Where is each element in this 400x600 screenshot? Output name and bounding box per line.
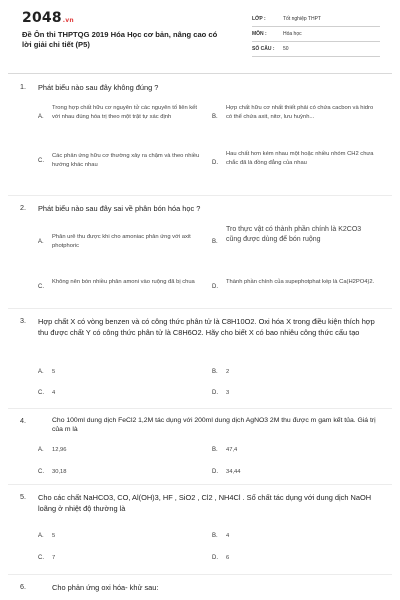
option-letter: B. [212,533,218,539]
logo-text: 2048 [22,10,62,26]
option-text: 34,44 [226,469,241,475]
option-text: Tro thực vật có thành phần chính là K2CO3 cũng được dùng để bón ruộng [226,226,362,243]
option-letter: D. [212,469,218,475]
meta-count [252,44,380,57]
option-letter: C. [38,390,44,396]
option-text: 5 [52,369,56,375]
question-text: Cho 100ml dung dịch FeCl2 1,2M tác dụng với 200ml dung dịch AgNO3 2M thu được m gam kết tủa. Giá trị của m là [52,417,376,433]
question-number: 5. [20,492,26,501]
option-letter: B. [212,239,218,245]
question-number: 2. [20,203,26,212]
option-letter: B. [212,369,218,375]
option-text: Trong hợp chất hữu cơ nguyên tử các nguyên tố liên kết với nhau đúng hóa trị theo một trật tự xác định [52,105,198,120]
option-letter: C. [38,555,44,561]
site-logo[interactable] [22,10,74,26]
meta-subject-label: MÔN : [252,31,267,37]
question-number: 1. [20,82,26,91]
option-text: 7 [52,555,56,561]
question-number: 3. [20,316,26,325]
meta-grade-value: Tốt nghiệp THPT [283,16,321,22]
option-letter: C. [38,469,44,475]
question-text: Cho phản ứng oxi hóa- khử sau: [52,583,159,592]
option-letter: A. [38,369,44,375]
option-letter: C. [38,284,44,290]
option-letter: A. [38,114,44,120]
option-text: Hợp chất hữu cơ nhất thiết phải có chứa cacbon và hidro có thể chứa axit, nitơ, lưu huỳnh... [226,105,374,120]
meta-grade-label: LỚP : [252,16,266,22]
option-text: Phân urê thu được khi cho amoniac phản ứng với axit photphoric [52,234,191,249]
question-number: 4. [20,416,26,425]
header-divider [8,73,392,74]
meta-subject [252,29,380,42]
question-text: Phát biểu nào sau đây sai về phân bón hóa học ? [38,204,201,213]
question-separator [8,574,392,575]
meta-count-value: 50 [283,46,289,52]
option-letter: D. [212,390,218,396]
question-text: Cho các chất NaHCO3, CO, Al(OH)3, HF , SiO2 , Cl2 , NH4Cl . Số chất tác dụng với dung dịch NaOH loãng ở nhiệt độ thường là [38,493,372,513]
option-text: 2 [226,369,230,375]
option-letter: A. [38,533,44,539]
option-letter: C. [38,158,44,164]
option-text: 12,96 [52,447,67,453]
option-text: 5 [52,533,56,539]
option-text: Hau chất hơn kém nhau một hoặc nhiều nhóm CH2 chưa chắc đã là đồng đẳng của nhau [226,151,374,166]
option-text: 3 [226,390,230,396]
question-separator [8,408,392,409]
option-letter: B. [212,114,218,120]
meta-subject-value: Hóa học [283,31,302,37]
question-separator [8,195,392,196]
option-letter: D. [212,555,218,561]
document-title: Đề Ôn thi THPTQG 2019 Hóa Học cơ bản, nâng cao có lời giải chi tiết (P5) [22,30,218,49]
option-letter: D. [212,160,218,166]
question-number: 6. [20,582,26,591]
option-letter: A. [38,239,44,245]
option-text: 47,4 [226,447,238,453]
question-text: Phát biểu nào sau đây không đúng ? [38,83,159,92]
question-text: Hợp chất X có vòng benzen và có công thức phân tử là C8H10O2. Oxi hóa X trong điều kiện thích hợp thu được chất Y có công thức phân tử là C8H6O2. Hãy cho biết X có bao nhiêu công thức cấu tạo [38,317,375,337]
meta-count-label: SỐ CÂU : [252,46,275,52]
logo-suffix: .vn [62,17,74,24]
question-separator [8,484,392,485]
question-separator [8,308,392,309]
option-text: Các phản ứng hữu cơ thường xảy ra chậm và theo nhiều hướng khác nhau [52,153,200,168]
option-text: 4 [226,533,230,539]
page-header [0,0,400,70]
option-text: Không nên bón nhiều phân amoni vào ruộng đã bị chua [52,279,195,285]
option-letter: A. [38,447,44,453]
option-text: 4 [52,390,56,396]
option-text: Thành phần chính của supephotphat kép là Ca(H2PO4)2. [226,279,375,285]
meta-grade [252,14,380,27]
option-letter: D. [212,284,218,290]
option-text: 30,18 [52,469,67,475]
option-letter: B. [212,447,218,453]
option-text: 6 [226,555,230,561]
